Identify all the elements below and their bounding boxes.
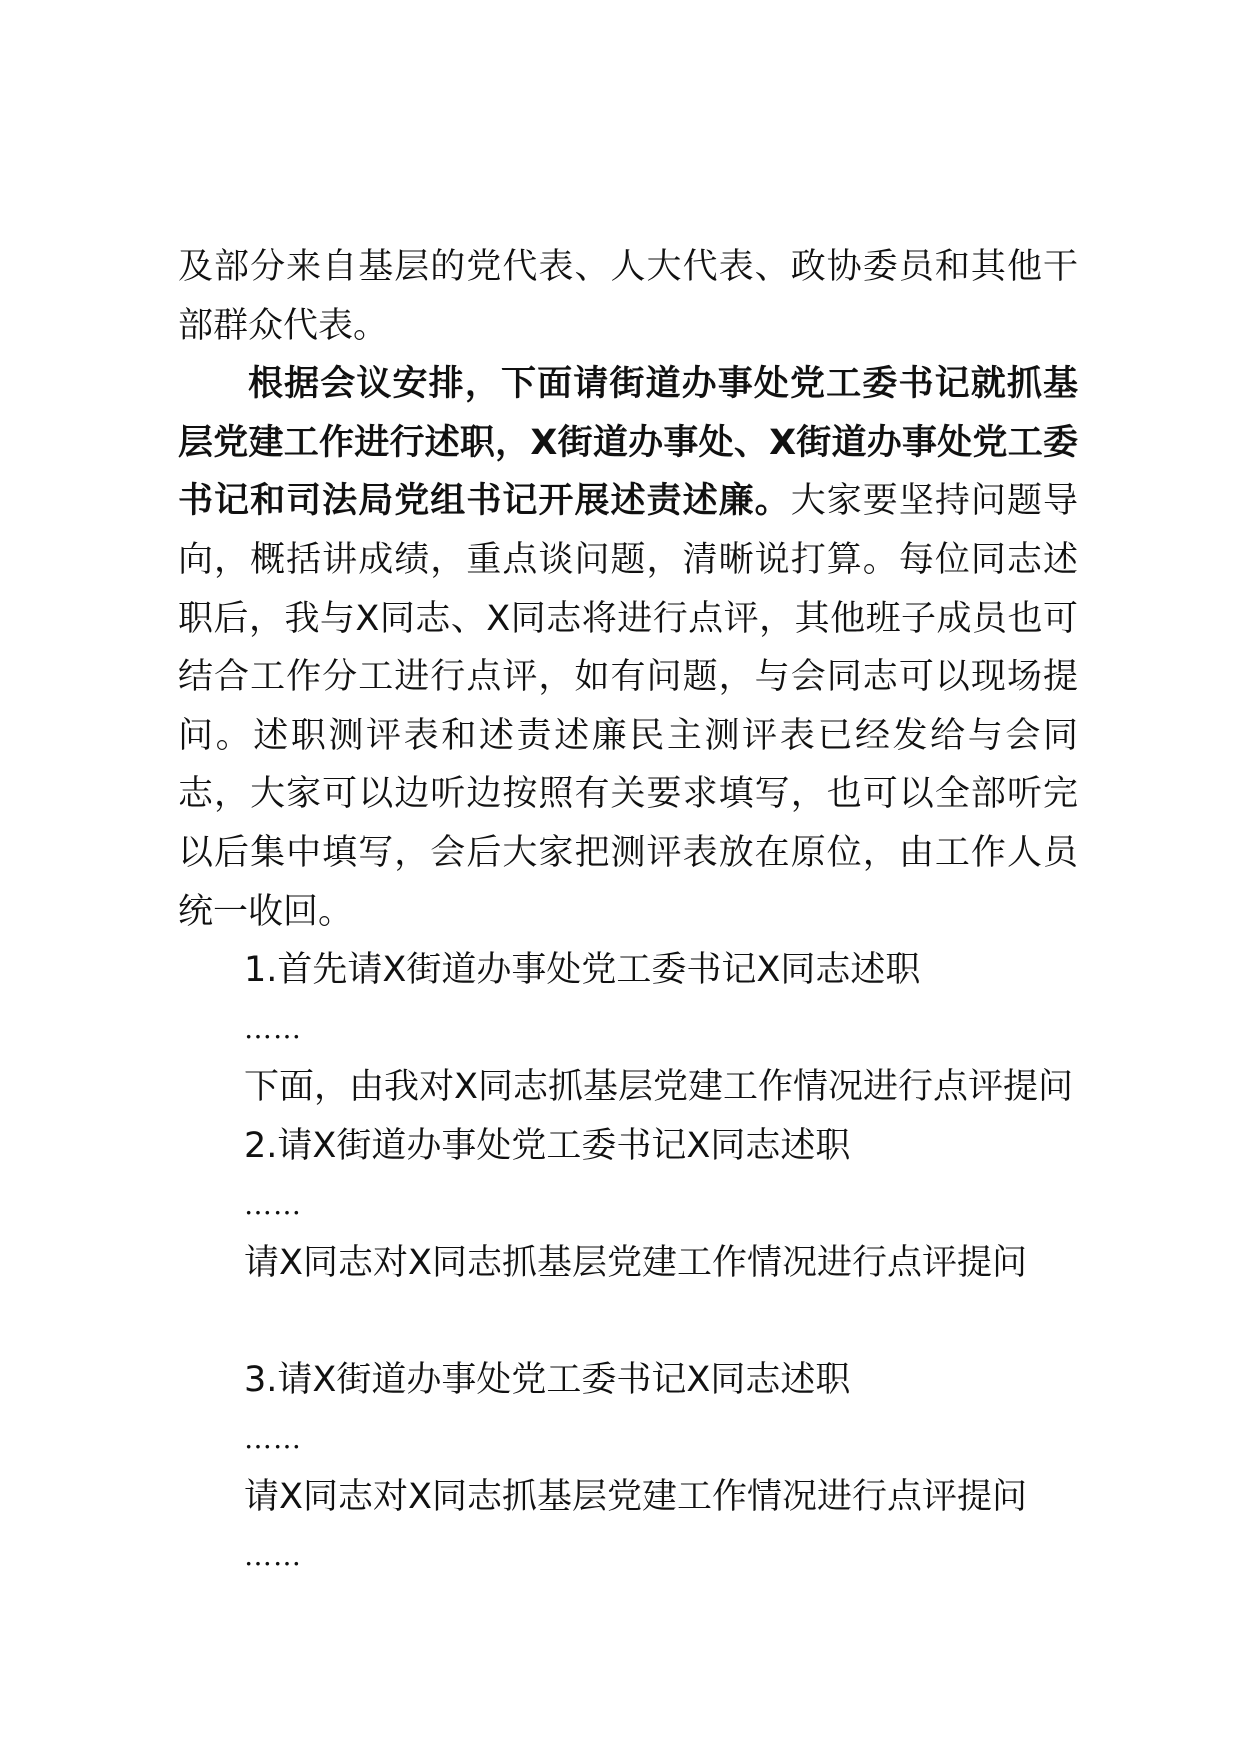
- paragraph-arrangement: [178, 355, 1078, 941]
- paragraph-arrangement-normal: 大家要坚持问题导向，概括讲成绩，重点谈问题，清晰说打算。每位同志述职后，我与X同志、X同志将进行点评，其他班子成员也可结合工作分工进行点评，如有问题，与会同志可以现场提问。述职测评表和述责述廉民主测评表已经发给与会同志，大家可以边听边按照有关要求填写，也可以全部听完以后集中填写，会后大家把测评表放在原位，由工作人员统一收回。: [178, 481, 1078, 932]
- section-1-ellipsis: ……: [244, 1011, 302, 1045]
- paragraph-arrangement-bold: 根据会议安排，下面请街道办事处党工委书记就抓基层党建工作进行述职，X街道办事处、X街道办事处党工委书记和司法局党组书记开展述责述廉。: [178, 364, 1078, 522]
- section-1-comment: 下面，由我对X同志抓基层党建工作情况进行点评提问: [244, 1067, 1073, 1108]
- document-body: [178, 238, 1078, 1586]
- trailing-ellipsis: ……: [244, 1539, 302, 1573]
- section-2-title: 2.请X街道办事处党工委书记X同志述职: [244, 1125, 851, 1166]
- section-3-comment: 请X同志对X同志抓基层党建工作情况进行点评提问: [244, 1477, 1027, 1518]
- section-2-comment: 请X同志对X同志抓基层党建工作情况进行点评提问: [244, 1243, 1027, 1284]
- paragraph-attendees: 及部分来自基层的党代表、人大代表、政协委员和其他干部群众代表。: [178, 247, 1078, 346]
- blank-line: [178, 1293, 1078, 1352]
- section-2-ellipsis: ……: [244, 1187, 302, 1221]
- section-3-ellipsis: ……: [244, 1421, 302, 1455]
- section-1-title: 1.首先请X街道办事处党工委书记X同志述职: [244, 950, 921, 991]
- section-3-title: 3.请X街道办事处党工委书记X同志述职: [244, 1360, 851, 1401]
